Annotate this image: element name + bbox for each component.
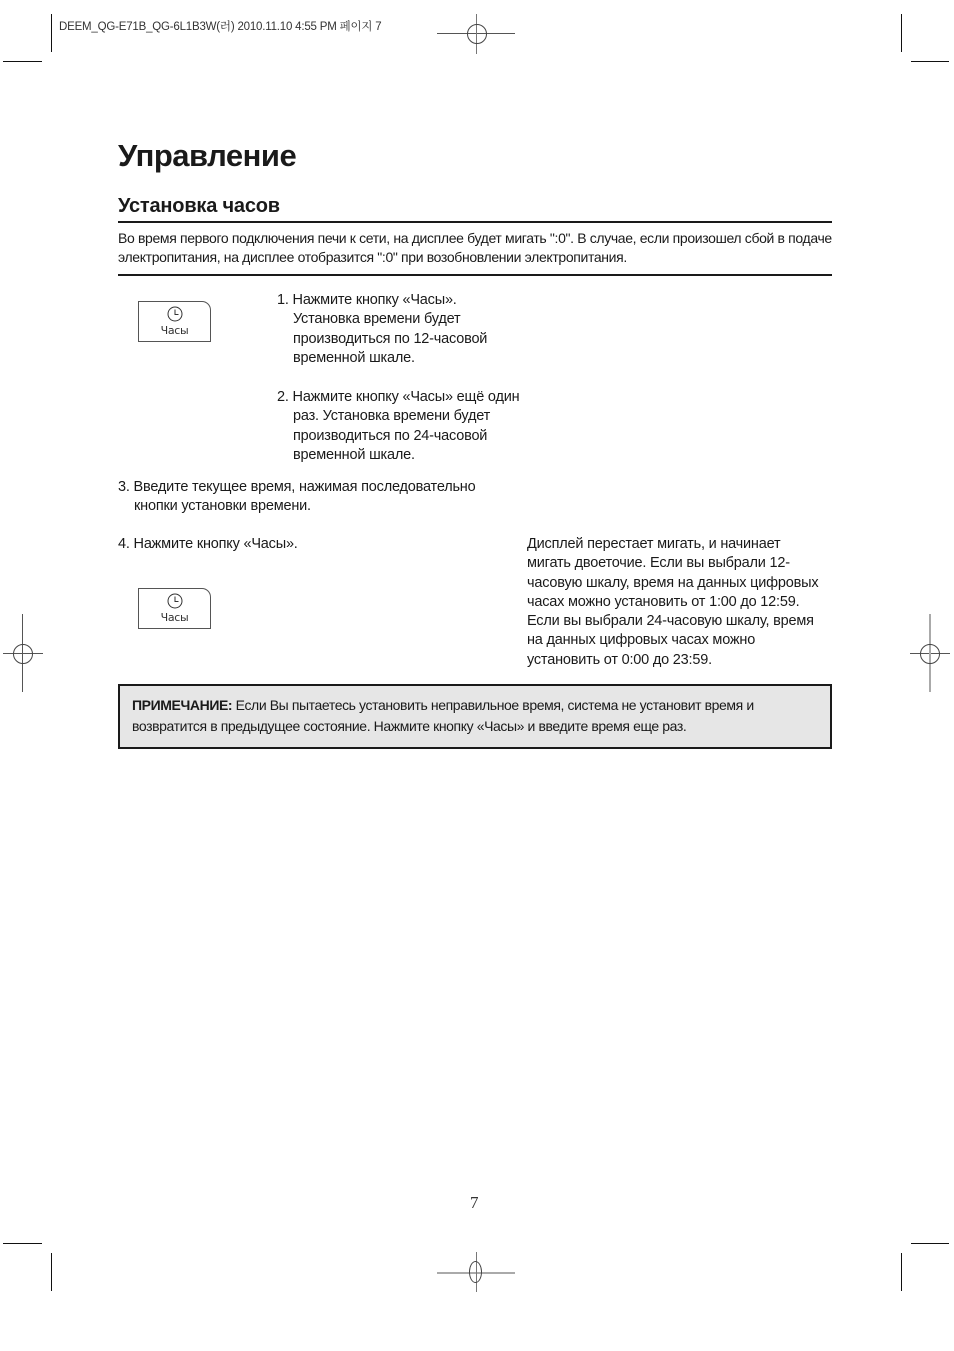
step-2-number: 2.	[277, 389, 289, 405]
crop-mark-bottom-right-h	[911, 1243, 949, 1244]
print-slug: DEEM_QG-E71B_QG-6L1B3W(러) 2010.11.10 4:55 PM 페이지 7	[59, 21, 382, 33]
crop-mark-top-right-h	[911, 61, 949, 62]
clock-button-illustration-1	[138, 301, 211, 342]
step-3-number: 3.	[118, 479, 130, 495]
registration-mark-right	[910, 614, 950, 692]
step-1-number: 1.	[277, 292, 289, 308]
clock-button-label: Часы	[160, 324, 189, 337]
step-4	[118, 535, 494, 554]
page-title: Управление	[118, 138, 297, 173]
registration-mark-bottom	[437, 1252, 515, 1292]
clock-button-illustration-2	[138, 588, 211, 629]
crop-mark-bottom-left-h	[3, 1243, 42, 1244]
note-label: ПРИМЕЧАНИЕ:	[132, 697, 233, 713]
step-1-text: Нажмите кнопку «Часы». Установка времени будет производиться по 12-часовой временной шкале.	[292, 292, 488, 366]
section-title: Установка часов	[118, 195, 280, 217]
step-2-text: Нажмите кнопку «Часы» ещё один раз. Установка времени будет производиться по 24-часовой временной шкале.	[292, 389, 520, 463]
clock-button-label: Часы	[160, 611, 189, 624]
clock-icon	[167, 306, 183, 322]
registration-mark-left	[3, 614, 43, 692]
crop-mark-bottom-left-v	[51, 1253, 52, 1291]
step-1	[277, 291, 523, 368]
step-2	[277, 388, 523, 465]
intro-paragraph: Во время первого подключения печи к сети, на дисплее будет мигать ":0". В случае, если произошел сбой в подаче электропитания, на дисплее отобразится ":0" при возобновлении электропитания.	[118, 230, 832, 265]
registration-mark-top	[437, 14, 515, 54]
step-3	[118, 478, 494, 517]
step-4-number: 4.	[118, 536, 130, 552]
clock-icon	[167, 593, 183, 609]
step-3-text: Введите текущее время, нажимая последовательно кнопки установки времени.	[133, 479, 476, 515]
note-text: Если Вы пытаетесь установить неправильное время, система не установит время и возвратится в предыдущее состояние. Нажмите кнопку «Часы» и введите время еще раз.	[132, 697, 754, 734]
crop-mark-top-left-h	[3, 61, 42, 62]
crop-mark-top-right-v	[901, 14, 902, 52]
crop-mark-bottom-right-v	[901, 1253, 902, 1291]
crop-mark-top-left-v	[51, 14, 52, 52]
page-number: 7	[470, 1193, 479, 1212]
note-box	[118, 684, 832, 749]
section-rule-bottom	[118, 274, 832, 276]
section-rule-top	[118, 221, 832, 223]
step-4-description: Дисплей перестает мигать, и начинает мигать двоеточие. Если вы выбрали 12-часовую шкалу, время на данных цифровых часах можно установить от 1:00 до 12:59. Если вы выбрали 24-часовую шкалу, время на данных цифровых часах можно установить от 0:00 до 23:59.	[527, 536, 819, 668]
step-4-text: Нажмите кнопку «Часы».	[133, 536, 298, 552]
